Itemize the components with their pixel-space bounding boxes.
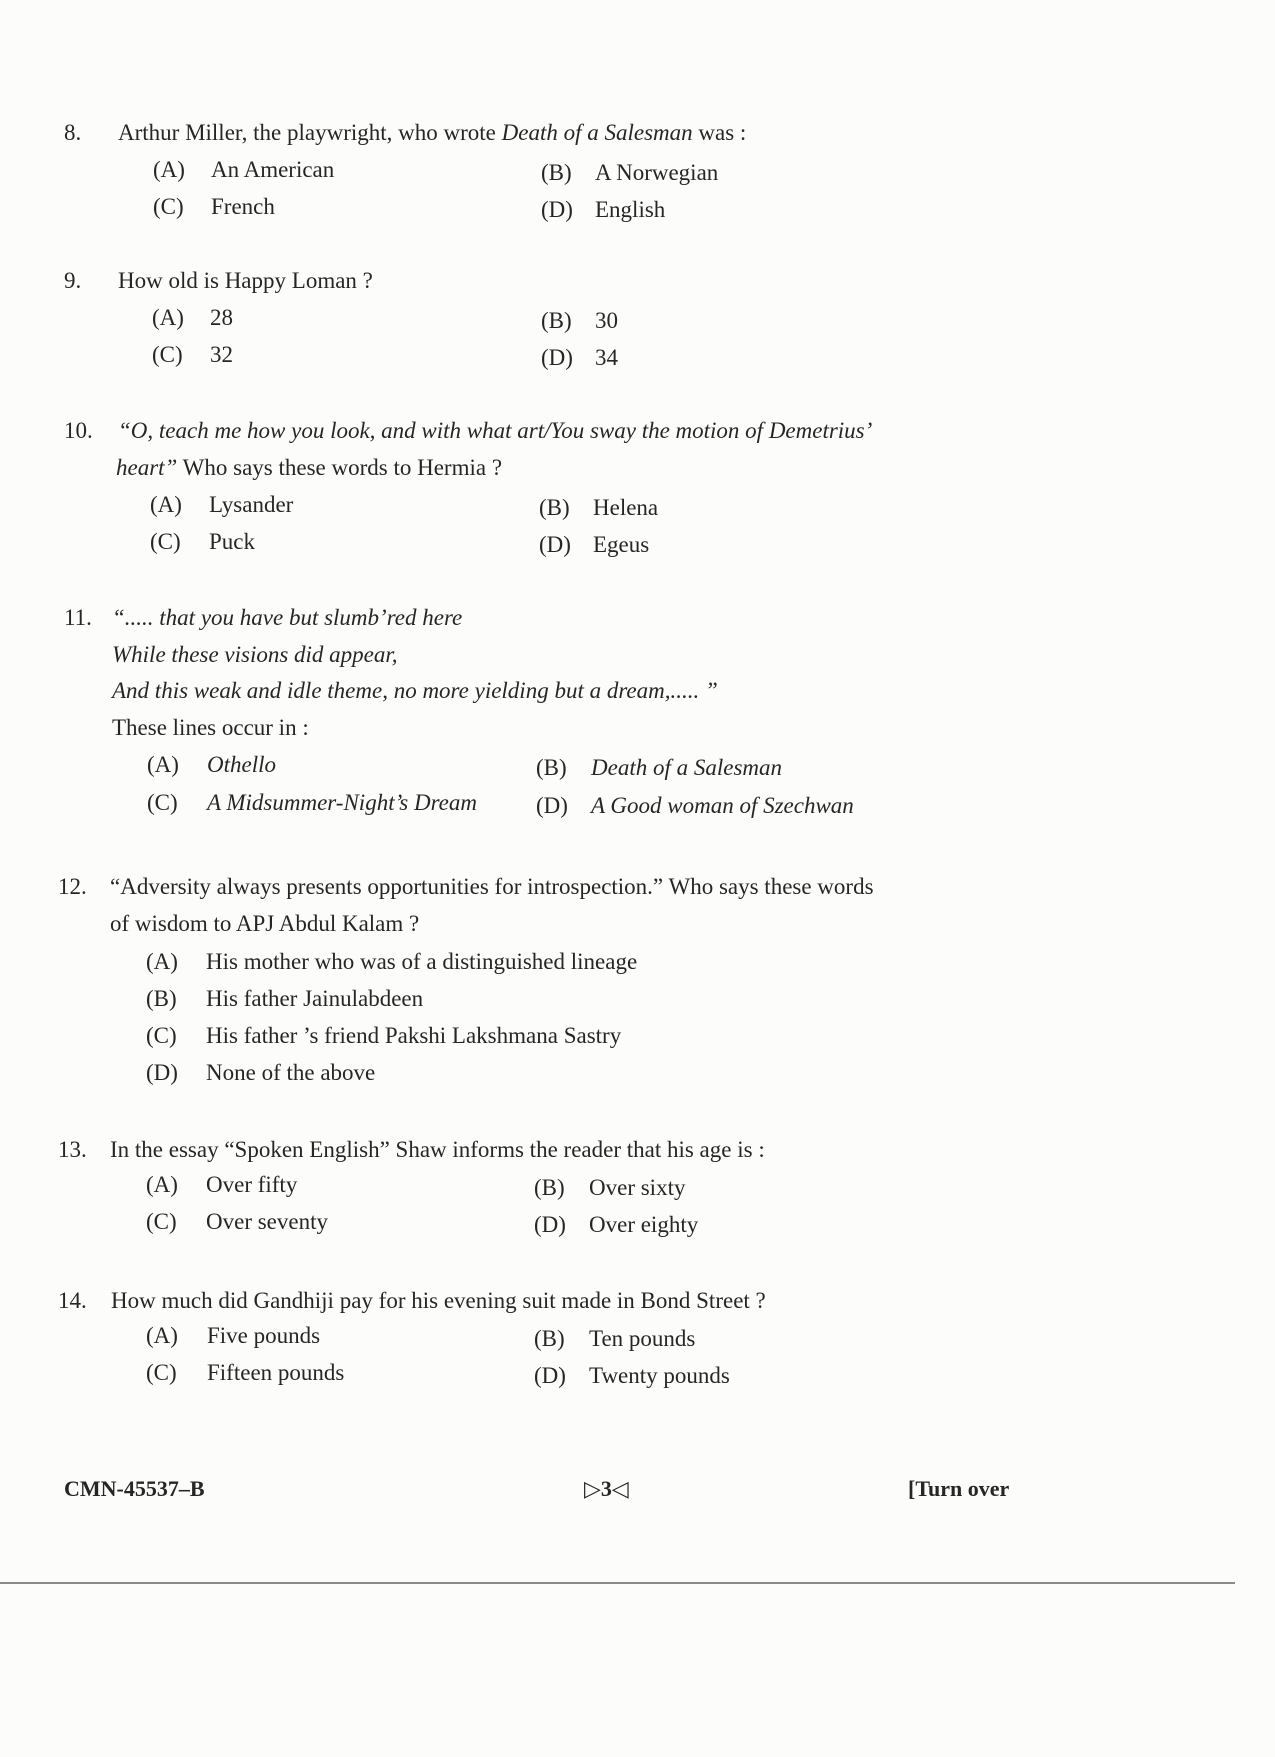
- option-c: (C) French: [153, 194, 275, 219]
- option-c: (C) His father ’s friend Pakshi Lakshmana Sastry: [146, 1023, 622, 1048]
- option-a: (A) 28: [152, 305, 233, 330]
- option-b: (B) Death of a Salesman: [536, 755, 783, 780]
- option-b: (B) 30: [541, 308, 618, 333]
- option-c: (C) Fifteen pounds: [146, 1360, 345, 1385]
- option-a: (A) Five pounds: [146, 1323, 321, 1348]
- question-stem: In the essay “Spoken English” Shaw informs the reader that his age is :: [110, 1137, 765, 1162]
- option-a: (A) Over fifty: [146, 1172, 298, 1197]
- option-d: (D) A Good woman of Szechwan: [536, 793, 854, 818]
- question-stem: How old is Happy Loman ?: [118, 268, 373, 293]
- option-b: (B) Ten pounds: [534, 1326, 696, 1351]
- option-a: (A) Lysander: [150, 492, 294, 517]
- option-b: (B) Helena: [539, 495, 659, 520]
- page-footer: [0, 1476, 1275, 1506]
- paper-code: CMN-45537–B: [64, 1476, 205, 1501]
- option-d: (D) 34: [541, 345, 618, 370]
- question-number: 13.: [58, 1137, 87, 1162]
- question-stem: Arthur Miller, the playwright, who wrote Death of a Salesman was :: [118, 120, 747, 145]
- question-number: 14.: [58, 1288, 87, 1313]
- quote-line-3: And this weak and idle theme, no more yielding but a dream,..... ”: [112, 678, 718, 703]
- question-number: 10.: [64, 418, 93, 443]
- quote-line-2: While these visions did appear,: [112, 642, 398, 667]
- question-stem-line-1: “Adversity always presents opportunities for introspection.” Who says these words: [110, 874, 874, 899]
- page-number: ▷3◁: [584, 1476, 629, 1501]
- question-stem: These lines occur in :: [112, 715, 309, 740]
- option-d: (D) Over eighty: [534, 1212, 699, 1237]
- question-number: 12.: [58, 874, 87, 899]
- question-stem-line-2: of wisdom to APJ Abdul Kalam ?: [110, 911, 420, 936]
- option-a: (A) His mother who was of a distinguished lineage: [146, 949, 638, 974]
- turn-over-note: [Turn over: [908, 1476, 1010, 1501]
- option-d: (D) Twenty pounds: [534, 1363, 730, 1388]
- question-stem-line-2: heart” Who says these words to Hermia ?: [116, 455, 503, 480]
- question-stem: How much did Gandhiji pay for his evening suit made in Bond Street ?: [111, 1288, 766, 1313]
- bottom-rule: [0, 1582, 1235, 1584]
- option-c: (C) 32: [152, 342, 233, 367]
- question-stem-line-1: “O, teach me how you look, and with what art/You sway the motion of Demetrius’: [118, 418, 873, 443]
- option-b: (B) Over sixty: [534, 1175, 686, 1200]
- question-number: 11.: [64, 605, 92, 630]
- title-italic: Death of a Salesman: [501, 120, 693, 145]
- quote-line-1: “..... that you have but slumb’red here: [112, 605, 463, 630]
- option-a: (A) Othello: [147, 752, 276, 777]
- option-b: (B) A Norwegian: [541, 160, 719, 185]
- option-c: (C) Over seventy: [146, 1209, 328, 1234]
- option-d: (D) English: [541, 197, 666, 222]
- option-d: (D) Egeus: [539, 532, 650, 557]
- option-d: (D) None of the above: [146, 1060, 376, 1085]
- option-c: (C) A Midsummer-Night’s Dream: [147, 790, 478, 815]
- option-b: (B) His father Jainulabdeen: [146, 986, 424, 1011]
- option-c: (C) Puck: [150, 529, 255, 554]
- option-a: (A) An American: [153, 157, 335, 182]
- question-number: 8.: [64, 120, 82, 145]
- question-number: 9.: [64, 268, 82, 293]
